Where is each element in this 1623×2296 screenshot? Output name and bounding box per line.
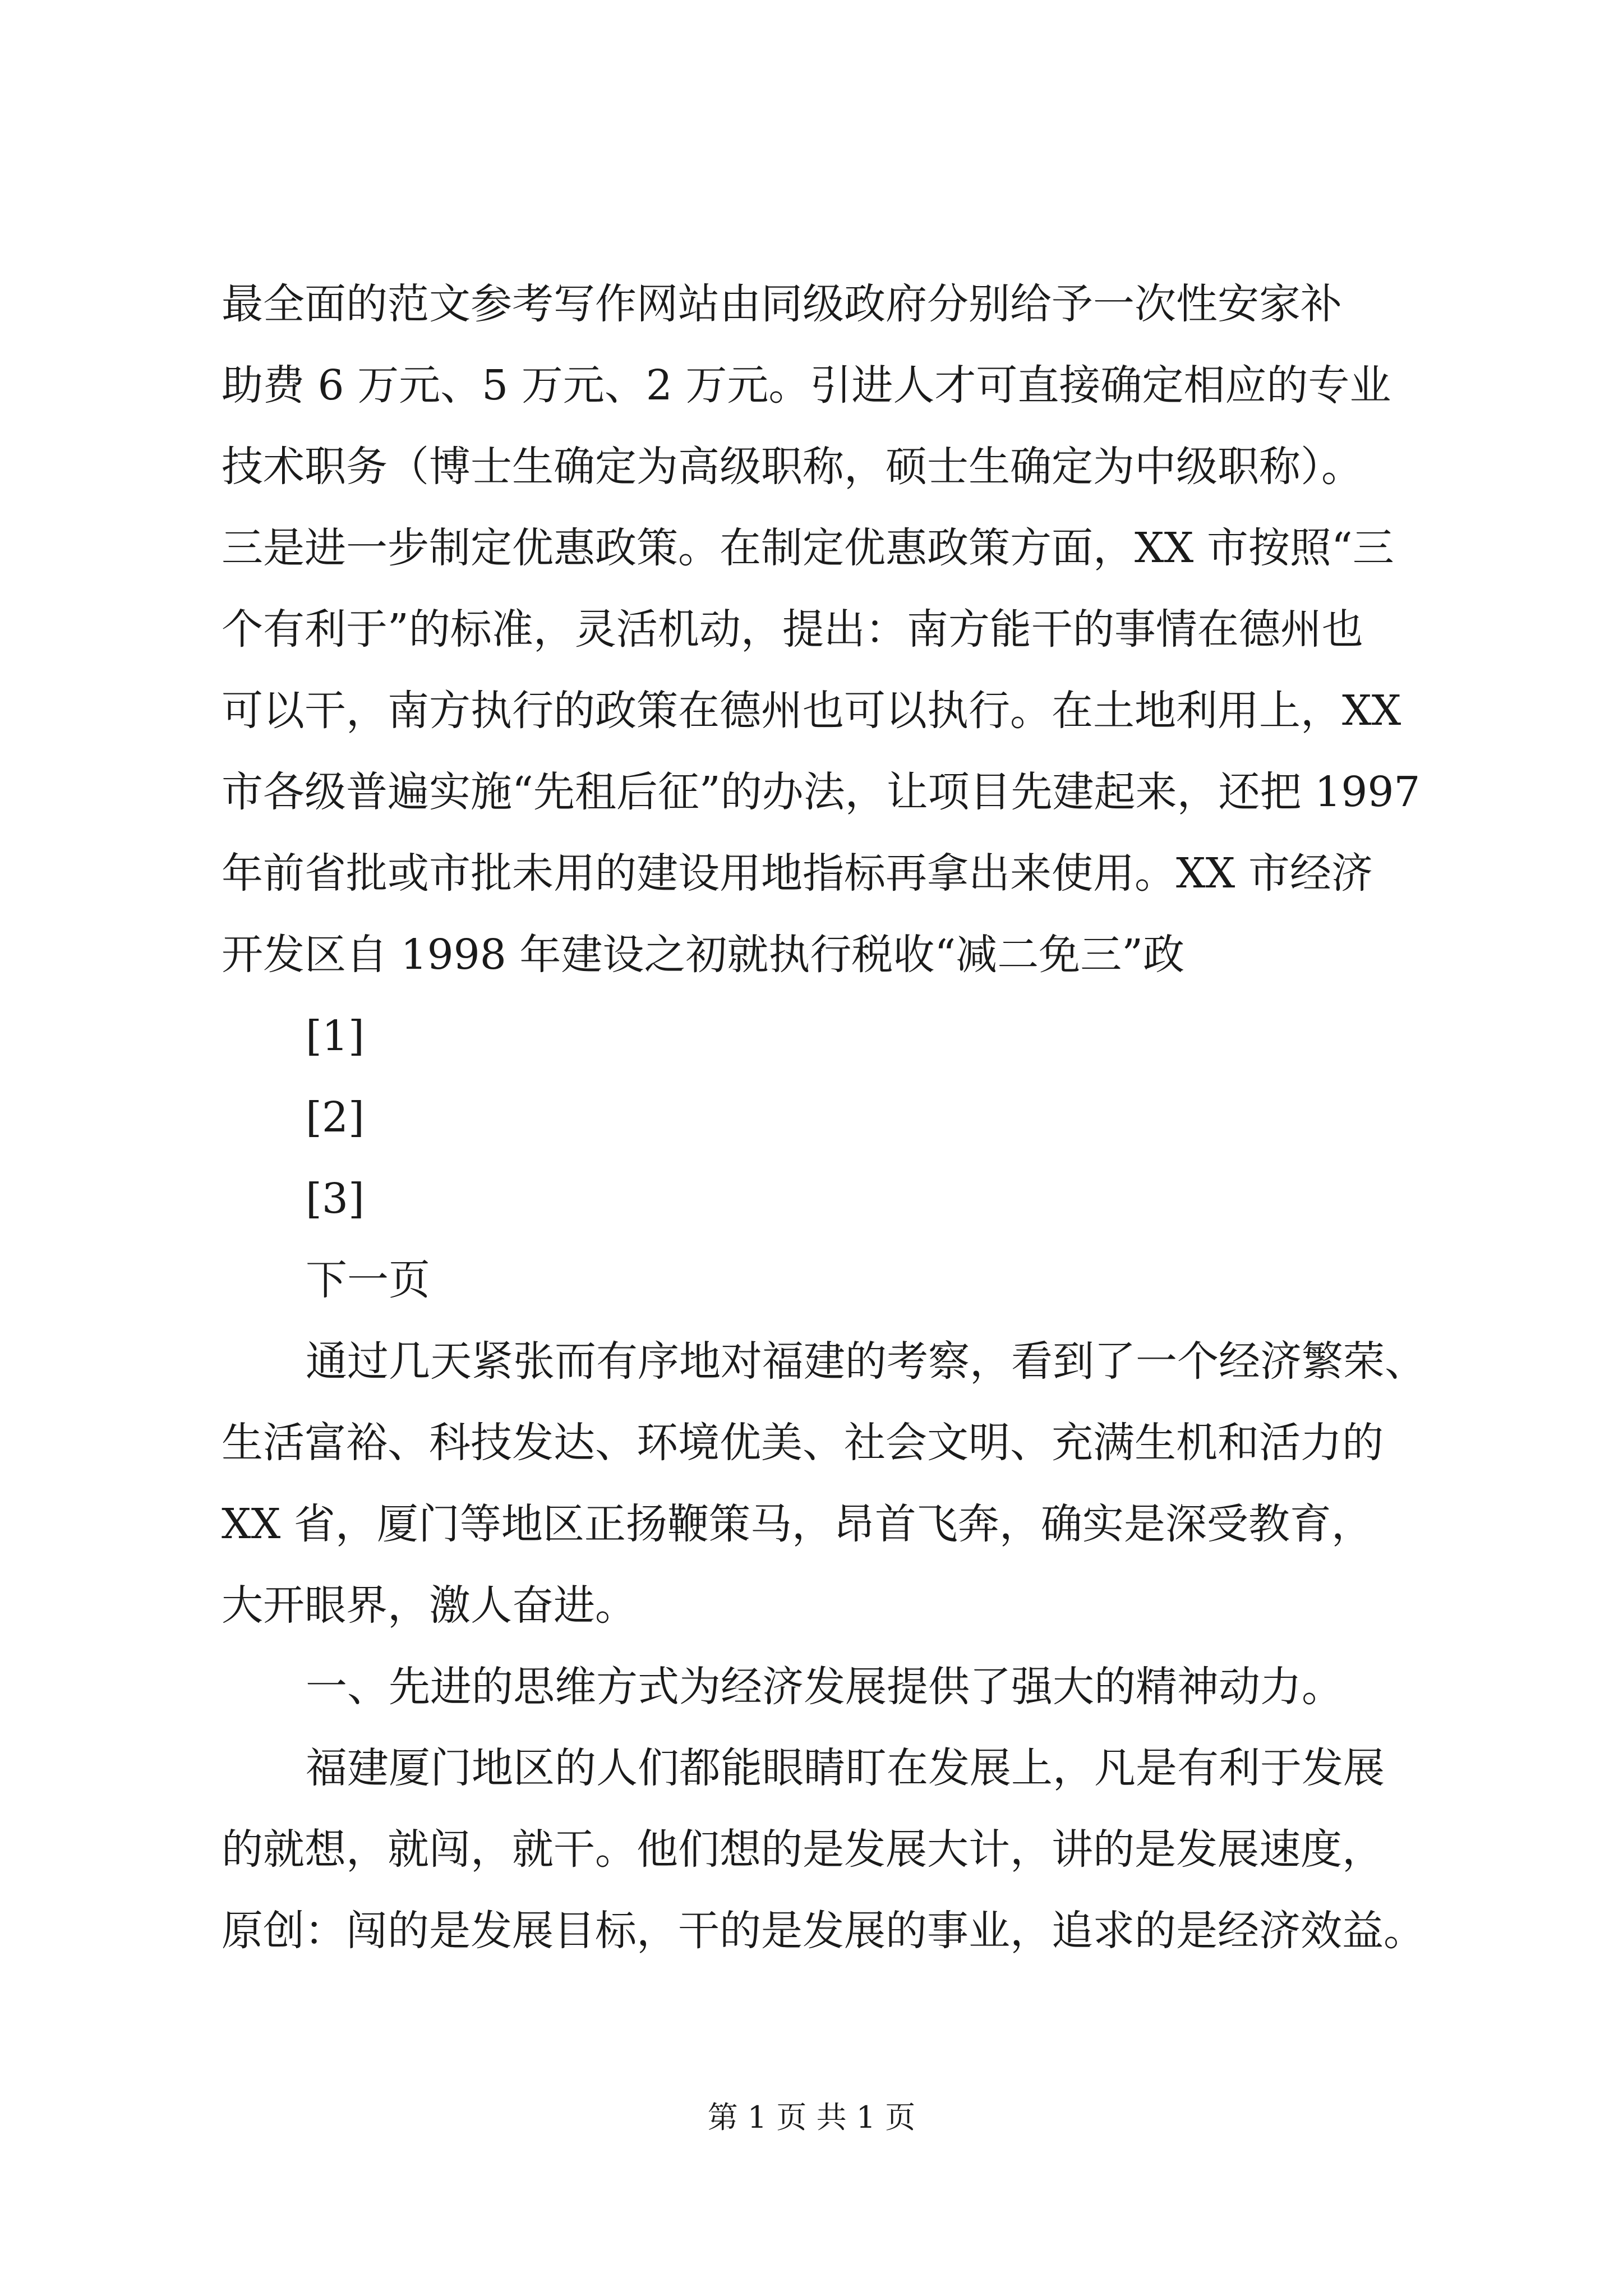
text-line: 开发区自 1998 年建设之初就执行税收“减二免三”政 [222,931,1185,979]
paragraph-start: 通过几天紧张而有序地对福建的考察，看到了一个经济繁荣、 [306,1337,1426,1386]
text-line: 生活富裕、科技发达、环境优美、社会文明、充满生机和活力的 [222,1419,1384,1467]
text-line: 的就想，就闯，就干。他们想的是发展大计，讲的是发展速度， [222,1825,1384,1874]
text-line: 市各级普遍实施“先租后征”的办法，让项目先建起来，还把 1997 [222,768,1421,816]
page-link-3[interactable]: [3] [306,1175,365,1223]
text-line: XX 省，厦门等地区正扬鞭策马，昂首飞奔，确实是深受教育， [222,1500,1373,1548]
page-link-2[interactable]: [2] [306,1093,365,1142]
text-line: 最全面的范文参考写作网站由同级政府分别给予一次性安家补 [222,280,1342,328]
document-body [222,264,1438,1972]
text-line: 个有利于”的标准，灵活机动，提出：南方能干的事情在德州也 [222,605,1363,654]
next-page-link[interactable]: 下一页 [306,1256,430,1304]
text-line: 助费 6 万元、5 万元、2 万元。引进人才可直接确定相应的专业 [222,361,1391,409]
text-line: 原创：闯的是发展目标，干的是发展的事业，追求的是经济效益。 [222,1907,1425,1955]
section-heading: 一、先进的思维方式为经济发展提供了强大的精神动力。 [306,1663,1343,1711]
text-line: 可以干，南方执行的政策在德州也可以执行。在土地利用上，XX [222,687,1401,735]
paragraph-start: 福建厦门地区的人们都能眼睛盯在发展上，凡是有利于发展 [306,1744,1385,1792]
page-link-1[interactable]: [1] [306,1012,365,1060]
text-line: 三是进一步制定优惠政策。在制定优惠政策方面，XX 市按照“三 [222,524,1394,572]
text-line: 大开眼界，激人奋进。 [222,1581,637,1630]
text-line: 技术职务（博士生确定为高级职称，硕士生确定为中级职称）。 [222,443,1363,491]
page-footer: 第 1 页 共 1 页 [707,2100,916,2135]
text-line: 年前省批或市批未用的建设用地指标再拿出来使用。XX 市经济 [222,849,1373,898]
